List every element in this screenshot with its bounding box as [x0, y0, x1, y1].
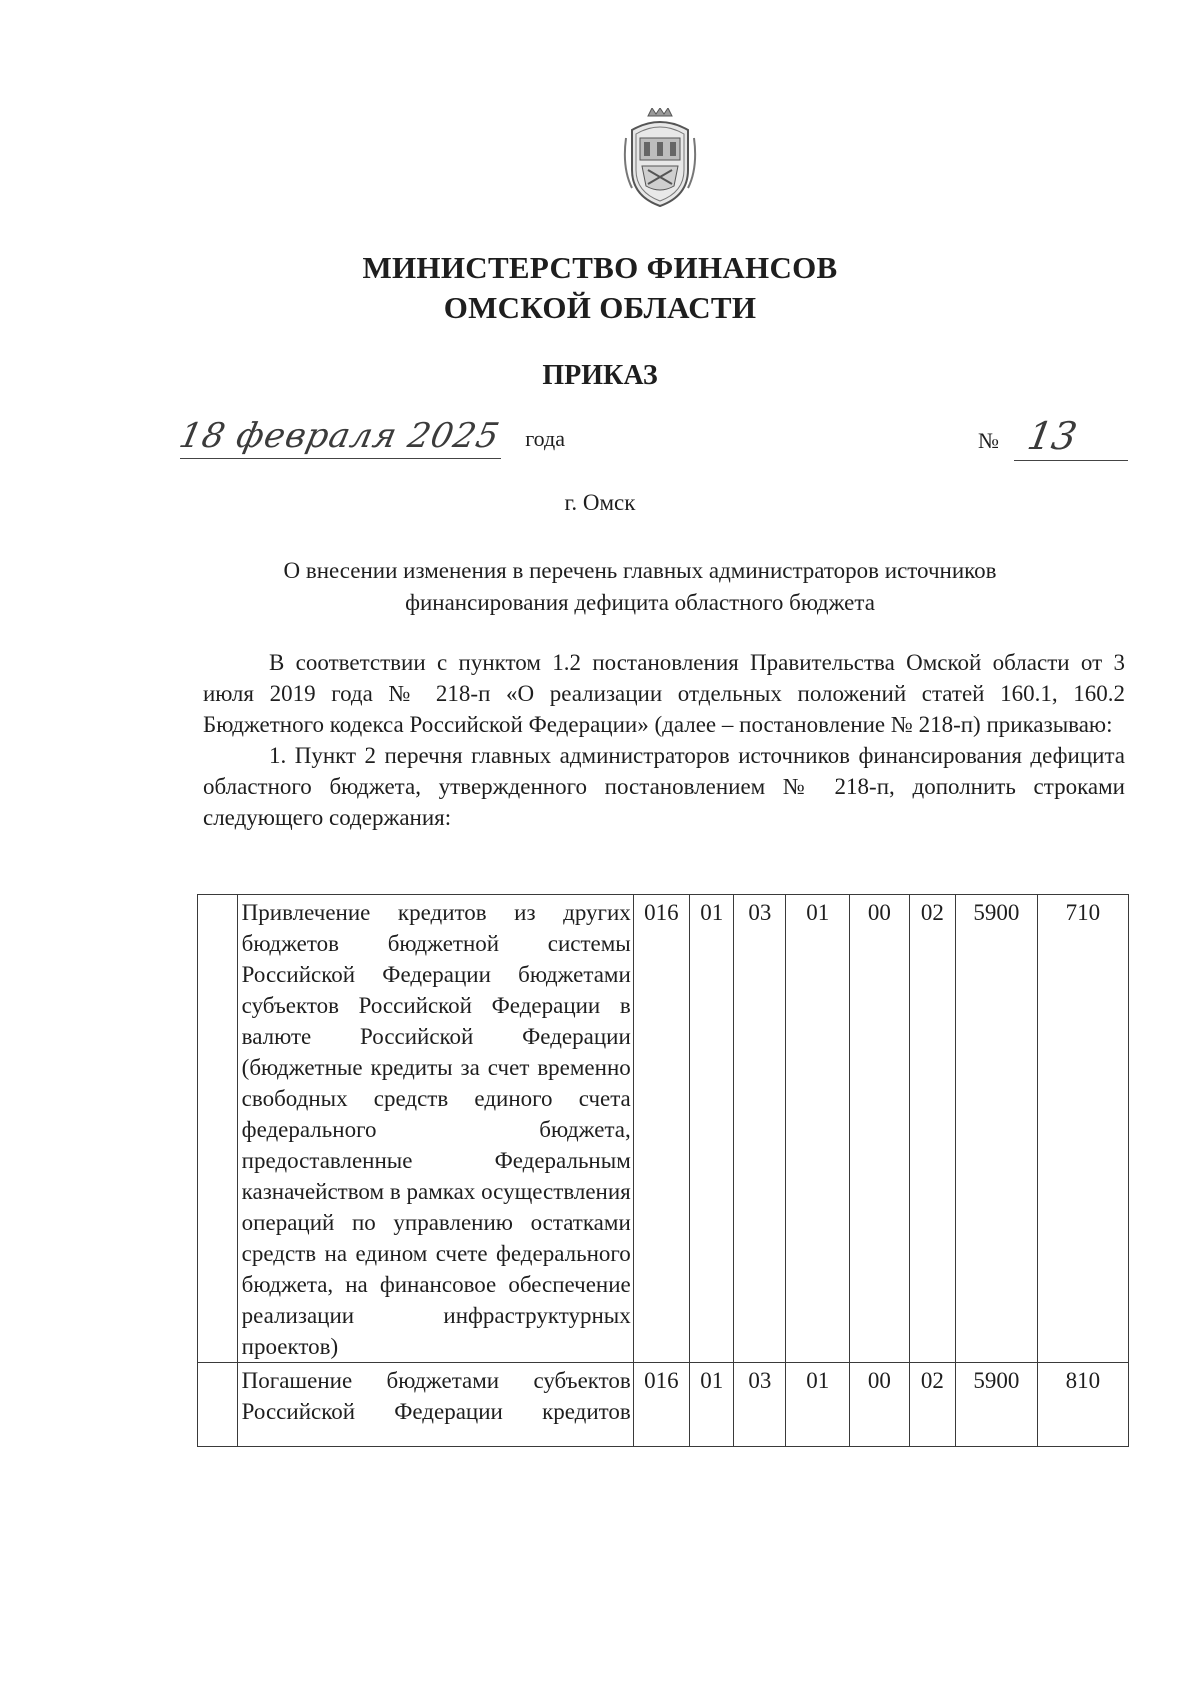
date-suffix: года — [525, 426, 565, 451]
coat-of-arms-emblem — [622, 108, 698, 210]
number-field — [978, 414, 1128, 460]
code-cell: 710 — [1037, 895, 1128, 1363]
code-cell: 03 — [734, 895, 786, 1363]
table-cell-blank — [198, 895, 238, 1363]
code-cell: 02 — [909, 1363, 955, 1447]
codes-table — [197, 894, 1129, 1447]
city: г. Омск — [564, 490, 636, 515]
ministry-name-line1: МИНИСТЕРСТВО ФИНАНСОВ — [362, 250, 838, 285]
date-field — [175, 416, 575, 456]
code-cell: 02 — [909, 895, 955, 1363]
code-cell: 01 — [690, 895, 734, 1363]
row-description: Погашение бюджетами субъектов Российской Федерации кредитов — [237, 1363, 633, 1447]
code-cell: 810 — [1037, 1363, 1128, 1447]
code-cell: 01 — [786, 895, 850, 1363]
number-label: № — [978, 428, 999, 453]
body-paragraph-1: В соответствии с пунктом 1.2 постановления Правительства Омской области от 3 июля 2019 года № 218-п «О реализации отдельных положений статей 160.1, 160.2 Бюджетного кодекса Российской Федерации» (далее – постановление № 218-п) приказываю: — [203, 650, 1125, 737]
handwritten-date: 18 февраля 2025 — [175, 416, 504, 456]
code-cell: 01 — [690, 1363, 734, 1447]
ministry-name-line2: ОМСКОЙ ОБЛАСТИ — [443, 290, 757, 325]
body-paragraph-2: 1. Пункт 2 перечня главных администраторов источников финансирования дефицита областного бюджета, утвержденного постановлением № 218-п, дополнить строками следующего содержания: — [203, 743, 1125, 830]
code-cell: 016 — [633, 895, 689, 1363]
date-underline — [180, 458, 501, 459]
code-cell: 03 — [734, 1363, 786, 1447]
code-cell: 5900 — [956, 895, 1038, 1363]
document-type: ПРИКАЗ — [542, 360, 658, 391]
table-cell-blank — [198, 1363, 238, 1447]
code-cell: 00 — [850, 895, 910, 1363]
number-underline — [1014, 460, 1128, 461]
code-cell: 5900 — [956, 1363, 1038, 1447]
table-row — [198, 895, 1129, 1363]
table-row — [198, 1363, 1129, 1447]
handwritten-number: 13 — [1024, 414, 1081, 458]
code-cell: 016 — [633, 1363, 689, 1447]
row-description: Привлечение кредитов из других бюджетов бюджетной системы Российской Федерации бюджетами субъектов Российской Федерации в валюте Российской Федерации (бюджетные кредиты за счет временно свободных средств единого счета федерального бюджета, предоставленные Федеральным казначейством в рамках осуществления операций по управлению остатками средств на едином счете федерального бюджета, на финансовое обеспечение реализации инфраструктурных проектов) — [237, 895, 633, 1363]
code-cell: 01 — [786, 1363, 850, 1447]
order-subject: О внесении изменения в перечень главных администраторов источников финансирования дефицита областного бюджета — [283, 558, 997, 615]
order-body — [203, 647, 1125, 833]
code-cell: 00 — [850, 1363, 910, 1447]
